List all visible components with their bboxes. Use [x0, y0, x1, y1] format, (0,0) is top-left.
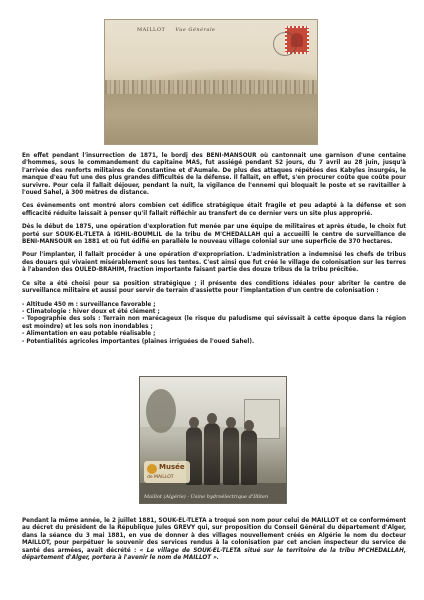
- museum-logo-subtitle: de MAILLOT: [147, 475, 174, 480]
- paragraph: Pour l'implanter, il fallait procéder à une opération d'expropriation. L'administration a indemnisé les chefs de tribus des douars qui vivaient misérablement sous les tentes. C'est ainsi que fut créé le village de colonisation sur les terres à l'abandon des OULED-BRAHIM, fraction importante faisant partie des douze tribus de la tribu précitée.: [22, 252, 406, 274]
- postcard-village: [105, 80, 318, 94]
- photo-caption: Maillot (Algérie) - Usine hydroélectrique d'Illiten: [144, 494, 269, 500]
- postcard-image: [104, 19, 318, 145]
- photo-person: [223, 427, 239, 485]
- photo-person: [204, 423, 220, 485]
- postcard-subtitle: Vue Générale: [175, 27, 216, 33]
- historical-photo: [139, 376, 287, 504]
- paragraph: Ces évènements ont montré alors combien cet édifice stratégique était fragile et peu adapté à la défense et son efficacité réduite laissait à penser qu'il fallait réfléchir au transfert de ce dernier vers un site plus approprié.: [22, 203, 406, 217]
- postcard-title-text: MAILLOT: [137, 27, 166, 33]
- paragraph: Ce site a été choisi pour sa position stratégique ; il présente des conditions idéales pour abriter le centre de surveillance militaire et aussi pour servir de terrain d'assiette pour l'implantation d'un centre de colonisation :: [22, 280, 406, 295]
- list-item: - Alimentation en eau potable réalisable ;: [22, 331, 156, 338]
- museum-logo: [144, 461, 190, 483]
- site-criteria-list: [22, 302, 406, 346]
- paragraph: En effet pendant l'insurrection de 1871, le bordj des BENI-MANSOUR où cantonnait une garnison d'une centaine d'hommes, sous le commandement du capitaine MAS, fut assiégé pendant 52 jours, du 7 avril au 28 juin, jusqu'à l'arrivée des renforts militaires de Constantine et d'Aumale. De plus des attaques répétées des Kabyles insurgés, le manque d'eau fut une des plus grandes difficultés de la défense. Il fallait, en effet, s'en procurer coûte que coûte pour survivre. Pour cela il fallait déjouer, pendant la nuit, la vigilance de l'ennemi qui bloquait le poste et se ravitailler à l'oued Sahel, à 300 mètres de distance.: [22, 153, 406, 197]
- list-item: - Altitude 450 m : surveillance favorable ;: [22, 301, 156, 308]
- list-item: - Topographie des sols : Terrain non marécageux (le risque du paludisme qui sévissait à cette époque dans la région est moindre) et les sols non inondables ;: [22, 316, 406, 330]
- photo-person: [241, 430, 257, 485]
- photo-ground: [140, 483, 287, 503]
- postcard-fields: [105, 94, 318, 145]
- museum-logo-text: Musée: [159, 463, 185, 471]
- list-item: - Climatologie : hiver doux et été clément ;: [22, 308, 160, 315]
- paragraph-text: Pendant la même année, le 2 juillet 1881, SOUK-EL-TLETA a troqué son nom pour celui de MAILLOT et ce conformément au décret du président de la République Jules GREVY qui, sur proposition du Conseil Général du département d'Alger, dans la séance du 3 mai 1881, en vue de donner à des villages nouvellement créés en Algérie le nom du docteur MAILLOT, pour perpétuer le souvenir des services rendus à la colonisation par cet ancien inspecteur du service de santé des armées, avait décrété :: [22, 518, 406, 554]
- sun-icon: [147, 464, 157, 474]
- paragraph-final: [22, 518, 406, 562]
- postcard-title: [137, 27, 216, 33]
- paragraph: Dès le début de 1875, une opération d'exploration fut menée par une équipe de militaires et après étude, le choix fut porté sur SOUK-EL-TLETA à IGHIL-BOUMLIL de la tribu de M'CHEDALLAH qui a accueilli le centre de surveillance de BENI-MANSOUR en 1881 et où fut édifié en parallèle le nouveau village colonial sur une superficie de 370 hectares.: [22, 224, 406, 246]
- list-item: - Potentialités agricoles importantes (plaines irriguées de l'oued Sahel).: [22, 338, 255, 345]
- article-body-end: [22, 518, 406, 568]
- article-body: [22, 153, 406, 352]
- photo-tree: [146, 389, 176, 433]
- postmark: [273, 32, 297, 56]
- decree-quote: « Le village de SOUK-EL-TLETA situé sur le territoire de la tribu M'CHEDALLAH, département d'Alger, portera à l'avenir le nom de MAILLOT ».: [22, 547, 406, 562]
